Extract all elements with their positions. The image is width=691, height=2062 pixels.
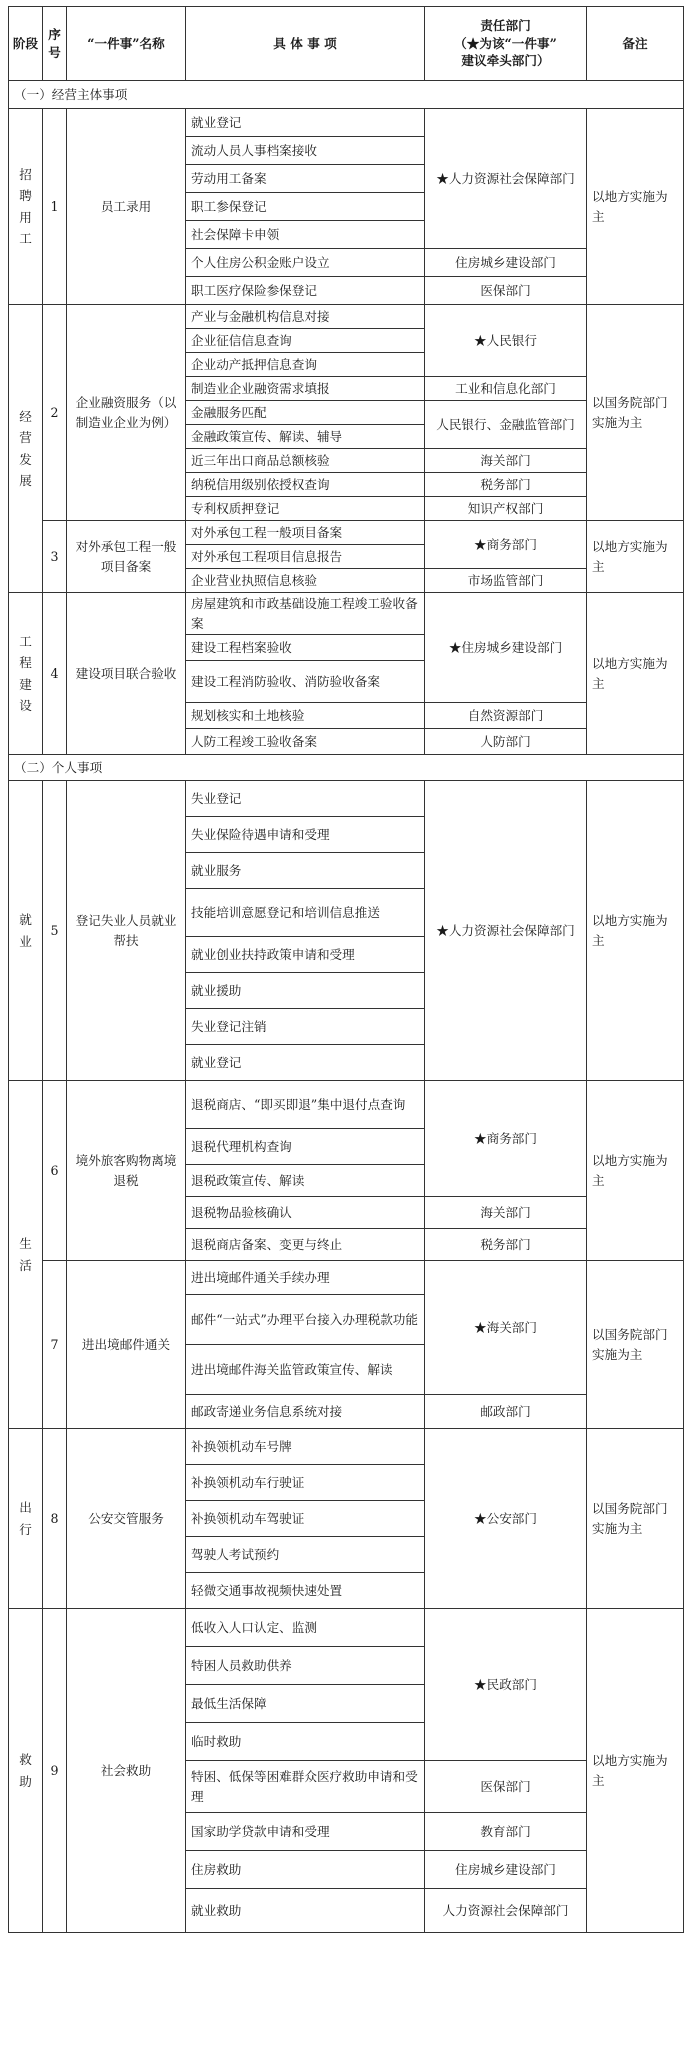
dept-cell: ★人力资源社会保障部门 xyxy=(425,109,587,249)
group-num: 2 xyxy=(43,305,67,521)
stage-relief: 救助 xyxy=(9,1609,43,1933)
header-stage: 阶段 xyxy=(9,7,43,81)
stage-hiring: 招聘用工 xyxy=(9,109,43,305)
section-row xyxy=(9,81,684,109)
item-cell: 对外承包工程一般项目备案 xyxy=(186,521,425,545)
stage-operation: 经营发展 xyxy=(9,305,43,593)
item-cell: 企业征信信息查询 xyxy=(186,329,425,353)
section-business: （一）经营主体事项 xyxy=(9,81,684,109)
group-name: 登记失业人员就业帮扶 xyxy=(67,781,186,1081)
table-row xyxy=(9,521,684,545)
group-name: 社会救助 xyxy=(67,1609,186,1933)
item-cell: 建设工程档案验收 xyxy=(186,635,425,661)
item-cell: 就业登记 xyxy=(186,109,425,137)
section-row xyxy=(9,755,684,781)
item-cell: 失业登记注销 xyxy=(186,1009,425,1045)
item-cell: 最低生活保障 xyxy=(186,1685,425,1723)
dept-cell: 医保部门 xyxy=(425,1761,587,1813)
dept-cell: ★住房城乡建设部门 xyxy=(425,593,587,703)
table-row xyxy=(9,1609,684,1647)
note-cell: 以地方实施为主 xyxy=(587,1609,684,1933)
item-cell: 特困人员救助供养 xyxy=(186,1647,425,1685)
dept-cell: ★海关部门 xyxy=(425,1261,587,1395)
item-cell: 对外承包工程项目信息报告 xyxy=(186,545,425,569)
section-personal: （二）个人事项 xyxy=(9,755,684,781)
table-row xyxy=(9,1261,684,1295)
item-cell: 住房救助 xyxy=(186,1851,425,1889)
item-cell: 失业登记 xyxy=(186,781,425,817)
item-cell: 特困、低保等困难群众医疗救助申请和受理 xyxy=(186,1761,425,1813)
group-name: 对外承包工程一般项目备案 xyxy=(67,521,186,593)
group-num: 1 xyxy=(43,109,67,305)
item-cell: 退税代理机构查询 xyxy=(186,1129,425,1165)
group-name: 员工录用 xyxy=(67,109,186,305)
table-row xyxy=(9,1429,684,1465)
header-note: 备注 xyxy=(587,7,684,81)
item-cell: 技能培训意愿登记和培训信息推送 xyxy=(186,889,425,937)
group-name: 公安交管服务 xyxy=(67,1429,186,1609)
dept-cell: 医保部门 xyxy=(425,277,587,305)
stage-travel: 出行 xyxy=(9,1429,43,1609)
services-table xyxy=(8,6,684,1933)
header-dept-line2: （★为该“一件事” xyxy=(454,35,557,51)
item-cell: 个人住房公积金账户设立 xyxy=(186,249,425,277)
item-cell: 邮件“一站式”办理平台接入办理税款功能 xyxy=(186,1295,425,1345)
item-cell: 国家助学贷款申请和受理 xyxy=(186,1813,425,1851)
dept-cell: 知识产权部门 xyxy=(425,497,587,521)
item-cell: 临时救助 xyxy=(186,1723,425,1761)
item-cell: 金融服务匹配 xyxy=(186,401,425,425)
note-cell: 以国务院部门实施为主 xyxy=(587,305,684,521)
group-name: 境外旅客购物离境退税 xyxy=(67,1081,186,1261)
item-cell: 产业与金融机构信息对接 xyxy=(186,305,425,329)
item-cell: 就业服务 xyxy=(186,853,425,889)
item-cell: 失业保险待遇申请和受理 xyxy=(186,817,425,853)
table-row xyxy=(9,593,684,635)
item-cell: 金融政策宣传、解读、辅导 xyxy=(186,425,425,449)
group-num: 8 xyxy=(43,1429,67,1609)
dept-cell: 人民银行、金融监管部门 xyxy=(425,401,587,449)
header-dept-line3: 建议牵头部门） xyxy=(461,53,550,69)
dept-cell: 海关部门 xyxy=(425,1197,587,1229)
dept-cell: 海关部门 xyxy=(425,449,587,473)
group-name: 建设项目联合验收 xyxy=(67,593,186,755)
item-cell: 职工医疗保险参保登记 xyxy=(186,277,425,305)
item-cell: 邮政寄递业务信息系统对接 xyxy=(186,1395,425,1429)
item-cell: 驾驶人考试预约 xyxy=(186,1537,425,1573)
item-cell: 退税商店、“即买即退”集中退付点查询 xyxy=(186,1081,425,1129)
group-num: 4 xyxy=(43,593,67,755)
header-name: “一件事”名称 xyxy=(67,7,186,81)
item-cell: 流动人员人事档案接收 xyxy=(186,137,425,165)
item-cell: 人防工程竣工验收备案 xyxy=(186,729,425,755)
dept-cell: ★商务部门 xyxy=(425,1081,587,1197)
header-dept xyxy=(425,7,587,81)
dept-cell: 税务部门 xyxy=(425,1229,587,1261)
group-num: 3 xyxy=(43,521,67,593)
note-cell: 以地方实施为主 xyxy=(587,521,684,593)
item-cell: 进出境邮件海关监管政策宣传、解读 xyxy=(186,1345,425,1395)
item-cell: 劳动用工备案 xyxy=(186,165,425,193)
note-cell: 以地方实施为主 xyxy=(587,1081,684,1261)
table-row xyxy=(9,1081,684,1129)
dept-cell: ★公安部门 xyxy=(425,1429,587,1609)
stage-life: 生活 xyxy=(9,1081,43,1429)
item-cell: 进出境邮件通关手续办理 xyxy=(186,1261,425,1295)
dept-cell: ★人力资源社会保障部门 xyxy=(425,781,587,1081)
item-cell: 补换领机动车号牌 xyxy=(186,1429,425,1465)
note-cell: 以地方实施为主 xyxy=(587,109,684,305)
dept-cell: 自然资源部门 xyxy=(425,703,587,729)
group-num: 9 xyxy=(43,1609,67,1933)
item-cell: 就业创业扶持政策申请和受理 xyxy=(186,937,425,973)
item-cell: 就业援助 xyxy=(186,973,425,1009)
item-cell: 房屋建筑和市政基础设施工程竣工验收备案 xyxy=(186,593,425,635)
dept-cell: ★商务部门 xyxy=(425,521,587,569)
table-row xyxy=(9,305,684,329)
dept-cell: 住房城乡建设部门 xyxy=(425,1851,587,1889)
item-cell: 就业救助 xyxy=(186,1889,425,1933)
item-cell: 补换领机动车行驶证 xyxy=(186,1465,425,1501)
dept-cell: 人力资源社会保障部门 xyxy=(425,1889,587,1933)
item-cell: 规划核实和土地核验 xyxy=(186,703,425,729)
dept-cell: 人防部门 xyxy=(425,729,587,755)
item-cell: 制造业企业融资需求填报 xyxy=(186,377,425,401)
table-row xyxy=(9,109,684,137)
dept-cell: ★民政部门 xyxy=(425,1609,587,1761)
item-cell: 职工参保登记 xyxy=(186,193,425,221)
dept-cell: 教育部门 xyxy=(425,1813,587,1851)
item-cell: 社会保障卡申领 xyxy=(186,221,425,249)
item-cell: 近三年出口商品总额核验 xyxy=(186,449,425,473)
group-num: 6 xyxy=(43,1081,67,1261)
item-cell: 轻微交通事故视频快速处置 xyxy=(186,1573,425,1609)
item-cell: 就业登记 xyxy=(186,1045,425,1081)
dept-cell: 市场监管部门 xyxy=(425,569,587,593)
header-num: 序号 xyxy=(43,7,67,81)
group-num: 7 xyxy=(43,1261,67,1429)
item-cell: 专利权质押登记 xyxy=(186,497,425,521)
table-header-row xyxy=(9,7,684,81)
document-page xyxy=(8,6,683,1933)
item-cell: 企业营业执照信息核验 xyxy=(186,569,425,593)
item-cell: 退税政策宣传、解读 xyxy=(186,1165,425,1197)
group-name: 进出境邮件通关 xyxy=(67,1261,186,1429)
stage-construction: 工程建设 xyxy=(9,593,43,755)
group-num: 5 xyxy=(43,781,67,1081)
item-cell: 建设工程消防验收、消防验收备案 xyxy=(186,661,425,703)
note-cell: 以国务院部门实施为主 xyxy=(587,1429,684,1609)
stage-employment: 就业 xyxy=(9,781,43,1081)
header-items: 具 体 事 项 xyxy=(186,7,425,81)
dept-cell: ★人民银行 xyxy=(425,305,587,377)
dept-cell: 邮政部门 xyxy=(425,1395,587,1429)
dept-cell: 住房城乡建设部门 xyxy=(425,249,587,277)
item-cell: 退税物品验核确认 xyxy=(186,1197,425,1229)
note-cell: 以地方实施为主 xyxy=(587,593,684,755)
item-cell: 补换领机动车驾驶证 xyxy=(186,1501,425,1537)
header-dept-line1: 责任部门 xyxy=(480,18,531,34)
item-cell: 纳税信用级别依授权查询 xyxy=(186,473,425,497)
dept-cell: 税务部门 xyxy=(425,473,587,497)
item-cell: 低收入人口认定、监测 xyxy=(186,1609,425,1647)
table-row xyxy=(9,781,684,817)
dept-cell: 工业和信息化部门 xyxy=(425,377,587,401)
note-cell: 以国务院部门实施为主 xyxy=(587,1261,684,1429)
item-cell: 退税商店备案、变更与终止 xyxy=(186,1229,425,1261)
group-name: 企业融资服务（以制造业企业为例） xyxy=(67,305,186,521)
note-cell: 以地方实施为主 xyxy=(587,781,684,1081)
item-cell: 企业动产抵押信息查询 xyxy=(186,353,425,377)
